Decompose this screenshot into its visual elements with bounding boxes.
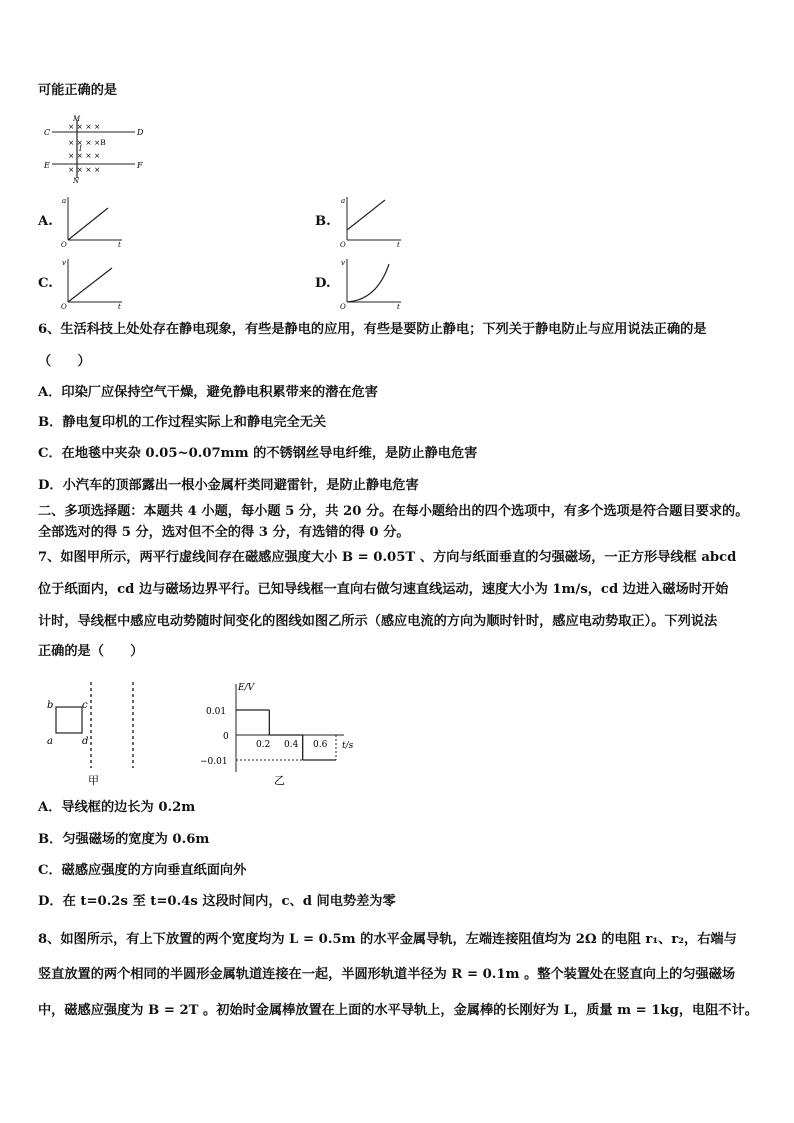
section2-line1: 二、多项选择题：本题共 4 小题，每小题 5 分，共 20 分。在每小题给出的四个选项中，有多个选项是符合题目要求的。 [38, 504, 749, 519]
q5-option-d-graph[interactable] [339, 256, 405, 310]
axis-xlabel: t/s [342, 741, 354, 751]
axis-origin: O [61, 241, 67, 249]
q7-figure-jia [44, 680, 154, 790]
q8-stem-line3: 中，磁感应强度为 B = 2T 。初始时金属棒放置在上面的水平导轨上，金属棒的长刚好为 L，质量 m = 1kg，电阻不计。 [38, 1003, 758, 1018]
q5-option-a-graph[interactable] [60, 194, 126, 248]
ytick-neg: −0.01 [200, 757, 228, 767]
axis-origin: O [340, 241, 346, 249]
q7-stem-line2: 位于纸面内，cd 边与磁场边界平行。已知导线框一直向右做匀速直线运动，速度大小为 1m/s，cd 边进入磁场时开始 [38, 582, 729, 597]
axis-y: v [341, 259, 345, 267]
fig-caption-yi: 乙 [274, 774, 285, 787]
q7-option-d[interactable]: D．在 t=0.2s 至 t=0.4s 这段时间内，c、d 间电势差为零 [38, 894, 396, 909]
q5-rail-figure [40, 112, 160, 184]
q7-option-c[interactable]: C．磁感应强度的方向垂直纸面向外 [38, 863, 247, 878]
q6-option-c[interactable]: C．在地毯中夹杂 0.05~0.07mm 的不锈钢丝导电纤维，是防止静电危害 [38, 446, 478, 461]
label-i: I [79, 145, 82, 153]
section2-line2: 全部选对的得 5 分，选对但不全的得 3 分，有选错的得 0 分。 [38, 525, 410, 540]
axis-origin: O [340, 303, 346, 311]
q6-stem-line1: 6、生活科技上处处存在静电现象，有些是静电的应用，有些是要防止静电；下列关于静电防止与应用说法正确的是 [38, 322, 707, 337]
label-n: N [73, 177, 80, 185]
label-d: D [137, 128, 144, 137]
q6-stem-line2: （ ） [38, 354, 91, 369]
q6-option-a[interactable]: A．印染厂应保持空气干燥，避免静电积累带来的潜在危害 [38, 385, 378, 400]
fig-label-c: c [82, 700, 88, 711]
axis-x: t [397, 303, 400, 311]
q5-option-b-graph[interactable] [339, 194, 405, 248]
q5-option-d-letter[interactable]: D. [315, 276, 331, 291]
q8-stem-line2: 竖直放置的两个相同的半圆形金属轨道连接在一起，半圆形轨道半径为 R = 0.1m 。整个装置处在竖直向上的匀强磁场 [38, 967, 736, 982]
crosses-row-1: × × × × [68, 122, 101, 131]
q7-stem-line1: 7、如图甲所示，两平行虚线间存在磁感应强度大小 B = 0.05T 、方向与纸面垂直的匀强磁场，一正方形导线框 abcd [38, 550, 737, 565]
q5-option-b-letter[interactable]: B. [315, 214, 331, 229]
axis-x: t [118, 303, 121, 311]
crosses-row-3: × × × × [68, 151, 101, 160]
axis-x: t [118, 241, 121, 249]
xtick-04: 0.4 [284, 740, 299, 750]
xtick-06: 0.6 [313, 740, 328, 750]
q6-option-d[interactable]: D．小汽车的顶部露出一根小金属杆类同避雷针，是防止静电危害 [38, 478, 419, 493]
q5-option-a-letter[interactable]: A. [38, 214, 53, 229]
axis-y: a [341, 197, 346, 205]
fig-label-b: b [47, 700, 54, 711]
fig-label-d: d [82, 736, 89, 747]
q7-option-a[interactable]: A．导线框的边长为 0.2m [38, 800, 196, 815]
label-m: M [73, 115, 81, 123]
fig-label-a: a [47, 736, 53, 747]
label-f: F [137, 161, 143, 170]
axis-x: t [397, 241, 400, 249]
crosses-row-4: × × × × [68, 165, 101, 174]
q7-option-b[interactable]: B．匀强磁场的宽度为 0.6m [38, 832, 210, 847]
q5-option-c-letter[interactable]: C. [38, 276, 53, 291]
label-c: C [44, 128, 51, 137]
ytick-pos: 0.01 [206, 707, 227, 717]
axis-y: a [62, 197, 67, 205]
q5-tail-text: 可能正确的是 [38, 83, 118, 98]
q7-figure-yi-graph [196, 680, 376, 792]
q7-stem-line3: 计时，导线框中感应电动势随时间变化的图线如图乙所示（感应电流的方向为顺时针时，感应电动势取正）。下列说法 [38, 614, 718, 629]
axis-y: v [62, 259, 66, 267]
q8-stem-line1: 8、如图所示，有上下放置的两个宽度均为 L = 0.5m 的水平金属导轨，左端连接阻值均为 2Ω 的电阻 r₁、r₂，右端与 [38, 932, 737, 947]
axis-origin: O [61, 303, 67, 311]
axis-ylabel: E/V [238, 683, 255, 693]
crosses-row-2: × × × ×B [68, 138, 106, 147]
q7-stem-line4: 正确的是（ ） [38, 644, 144, 659]
xtick-02: 0.2 [256, 740, 271, 750]
axis-origin: 0 [223, 732, 229, 742]
fig-caption-jia: 甲 [88, 774, 99, 787]
q5-option-c-graph[interactable] [60, 256, 126, 310]
q6-option-b[interactable]: B．静电复印机的工作过程实际上和静电完全无关 [38, 415, 327, 430]
label-e: E [44, 161, 50, 170]
